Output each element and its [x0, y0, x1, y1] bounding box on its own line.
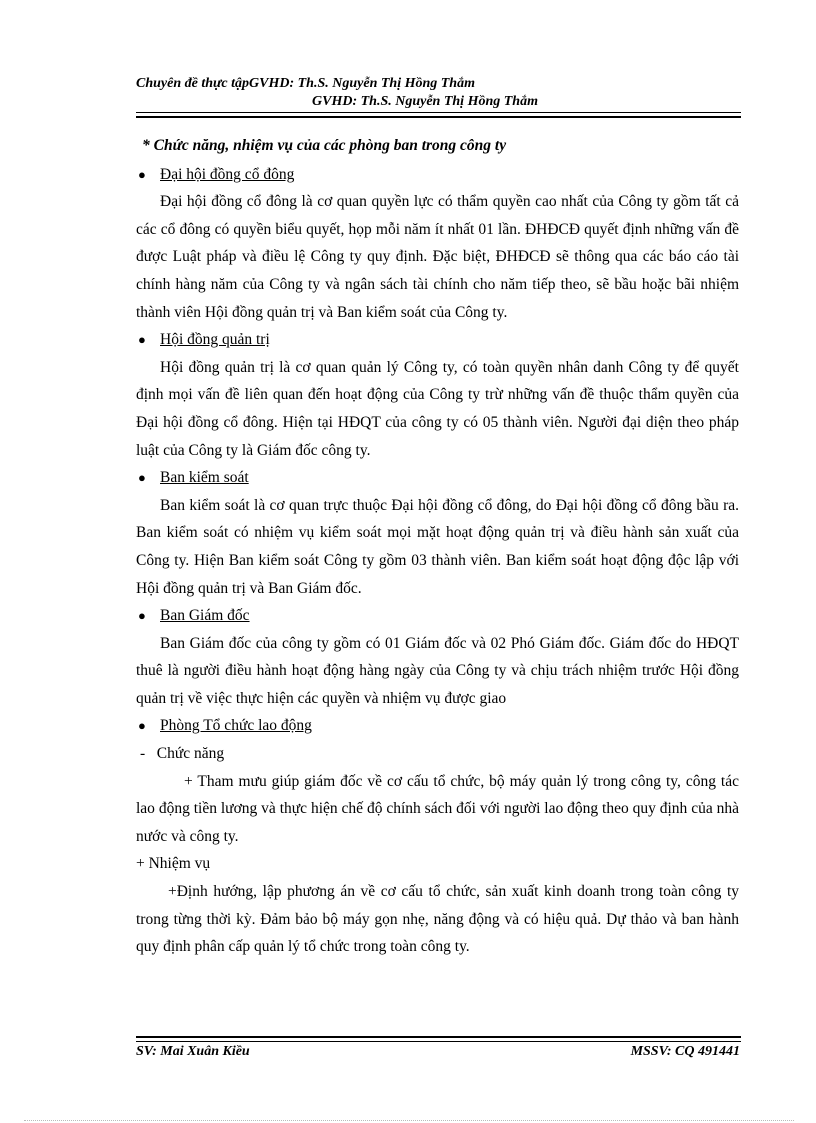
paragraph-bgd: Ban Giám đốc của công ty gồm có 01 Giám đốc và 02 Phó Giám đốc. Giám đốc do HĐQT thuê là người điều hành hoạt động hàng ngày của Công ty và chịu trách nhiệm trước Hội đồng quản trị về việc thực hiện các quyền và nhiệm vụ được giao — [136, 634, 739, 707]
paragraph-bks: Ban kiểm soát là cơ quan trực thuộc Đại hội đồng cổ đông, do Đại hội đồng cổ đông bầu ra. Ban kiểm soát có nhiệm vụ kiểm soát mọi mặt hoạt động quản trị và điều hành sản xuất của Công ty. Hiện Ban kiểm soát Công ty gồm 03 thành viên. Ban kiểm soát hoạt động độc lập với Hội đồng quản trị và Ban Giám đốc. — [136, 496, 739, 597]
paragraph-dhdcd: Đại hội đồng cổ đông là cơ quan quyền lực có thẩm quyền cao nhất của Công ty gồm tất cả các cổ đông có quyền biểu quyết, họp mỗi năm ít nhất 01 lần. ĐHĐCĐ quyết định những vấn đề được Luật pháp và điều lệ Công ty quy định. Đặc biệt, ĐHĐCĐ sẽ thông qua các báo cáo tài chính hàng năm của Công ty và ngân sách tài chính cho năm tiếp theo, sẽ bầu hoặc bãi nhiệm thành viên Hội đồng quản trị và Ban kiểm soát của Công ty. — [136, 193, 739, 321]
heading-text: Ban kiểm soát — [160, 469, 249, 487]
bullet-dot-icon: ● — [138, 470, 146, 486]
footer-rule-thin — [136, 1041, 741, 1042]
heading-bks — [136, 464, 739, 492]
bullet-dot-icon: ● — [138, 608, 146, 624]
page-edge-dotted-line — [24, 1120, 794, 1121]
nhiem-vu-body: +Định hướng, lập phương án về cơ cấu tổ chức, sản xuất kinh doanh trong toàn công ty trong từng thời kỳ. Đảm bảo bộ máy gọn nhẹ, năng động và có hiệu quả. Dự thảo và ban hành quy định phân cấp quản lý tổ chức trong toàn công ty. — [136, 883, 739, 956]
paragraph-hdqt: Hội đồng quản trị là cơ quan quản lý Công ty, có toàn quyền nhân danh Công ty để quyết định mọi vấn đề liên quan đến hoạt động của Công ty trừ những vấn đề thuộc thẩm quyền của Đại hội đồng cổ đông. Hiện tại HĐQT của công ty có 05 thành viên. Người đại diện theo pháp luật của Công ty là Giám đốc công ty. — [136, 358, 739, 459]
heading-text: Ban Giám đốc — [160, 607, 250, 625]
bullet-dot-icon: ● — [138, 332, 146, 348]
heading-dhdcd — [136, 161, 739, 189]
bullet-dot-icon: ● — [138, 166, 146, 182]
header-line-2: GVHD: Th.S. Nguyễn Thị Hồng Thắm — [312, 94, 538, 109]
page-content — [136, 132, 739, 961]
header-rule-thin — [136, 112, 741, 113]
heading-text: Đại hội đồng cổ đông — [160, 165, 295, 183]
bullet-dot-icon: ● — [138, 718, 146, 734]
chuc-nang-label: - Chức năng — [140, 745, 225, 763]
nhiem-vu-label: + Nhiệm vụ — [136, 855, 211, 873]
footer-student-id: MSSV: CQ 491441 — [630, 1044, 740, 1059]
heading-text: Hội đồng quản trị — [160, 331, 270, 349]
footer-rule-thick — [136, 1036, 741, 1038]
header-line-1: Chuyên đề thực tậpGVHD: Th.S. Nguyễn Thị Hồng Thắm — [136, 76, 475, 91]
heading-tcld — [136, 712, 739, 740]
section-title: * Chức năng, nhiệm vụ của các phòng ban trong công ty — [142, 137, 507, 154]
heading-bgd — [136, 602, 739, 630]
heading-text: Phòng Tổ chức lao động — [160, 717, 312, 735]
heading-hdqt — [136, 326, 739, 354]
header-rule-thick — [136, 116, 741, 118]
chuc-nang-body: + Tham mưu giúp giám đốc về cơ cấu tổ chức, bộ máy quản lý trong công ty, công tác lao động tiền lương và thực hiện chế độ chính sách đối với người lao động theo quy định của nhà nước và công ty. — [136, 772, 739, 845]
footer-student: SV: Mai Xuân Kiều — [136, 1044, 250, 1059]
